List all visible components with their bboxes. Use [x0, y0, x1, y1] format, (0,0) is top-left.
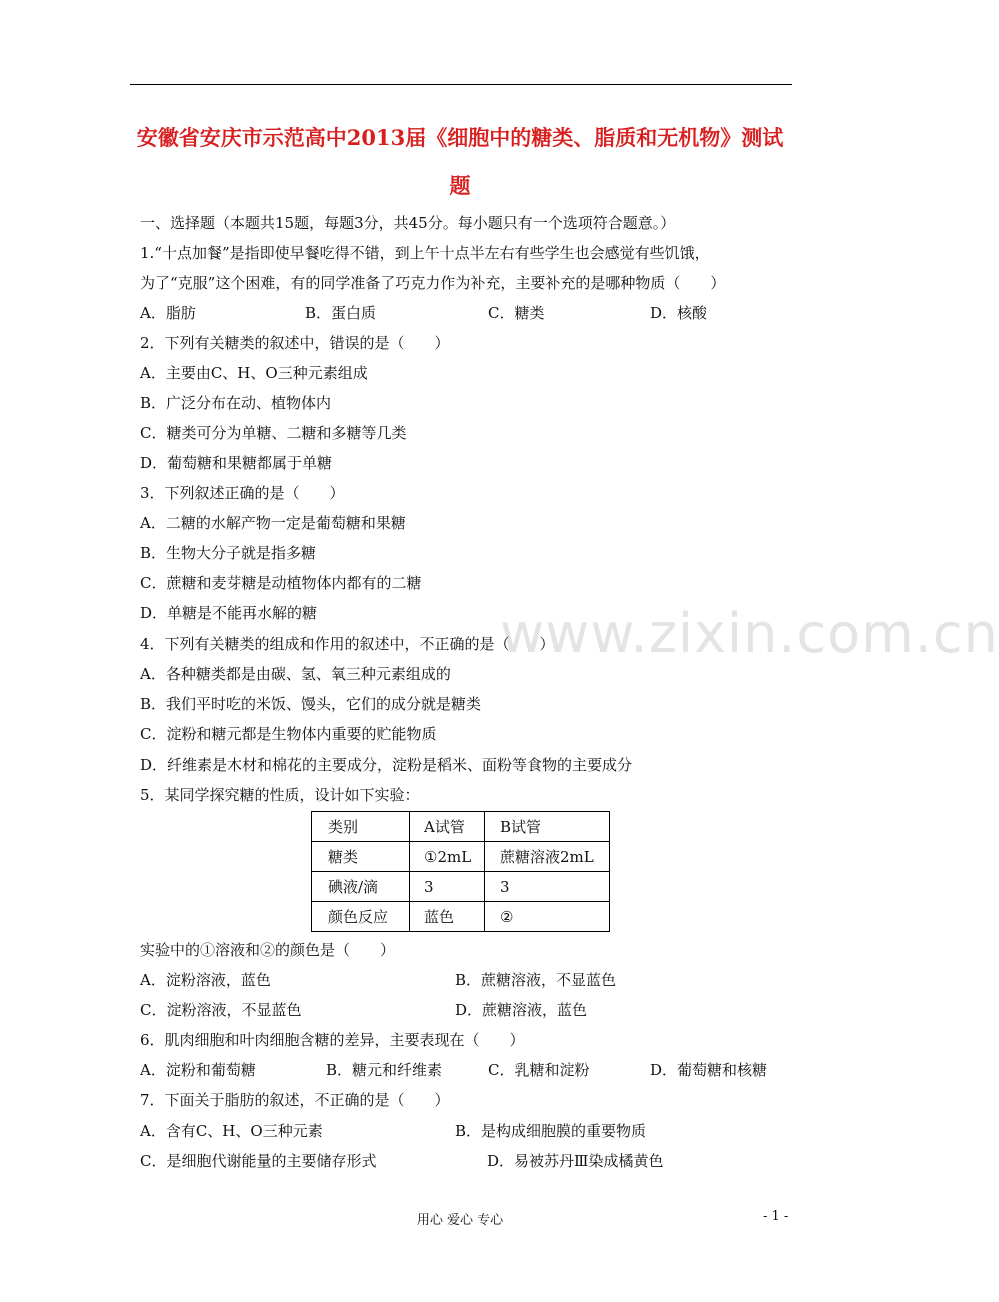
table-cell: 糖类: [312, 842, 410, 872]
q1-stem-line2: 为了“克服”这个困难，有的同学准备了巧克力作为补充，主要补充的是哪种物质（ ）: [140, 274, 726, 292]
q2-option-a: A．主要由C、H、O三种元素组成: [140, 364, 368, 382]
doc-title-line2: 题: [449, 173, 471, 198]
q6-option-a: A．淀粉和葡萄糖: [140, 1061, 256, 1079]
table-cell: 蓝色: [410, 902, 485, 932]
q7-stem: 7．下面关于脂肪的叙述，不正确的是（ ）: [140, 1091, 450, 1109]
header-rule: [130, 84, 792, 85]
table-cell: 3: [485, 872, 610, 902]
q1-stem-line1: 1.“十点加餐”是指即使早餐吃得不错，到上午十点半左右有些学生也会感觉有些饥饿，: [140, 244, 710, 262]
page-number: - 1 -: [763, 1209, 789, 1224]
q5-option-a: A．淀粉溶液，蓝色: [140, 971, 271, 989]
table-cell: 蔗糖溶液2mL: [485, 842, 610, 872]
table-row: [312, 902, 610, 932]
table-cell: 碘液/滴: [312, 872, 410, 902]
q3-option-a: A．二糖的水解产物一定是葡萄糖和果糖: [140, 514, 406, 532]
q7-option-a: A．含有C、H、O三种元素: [140, 1122, 323, 1140]
q1-option-d: D．核酸: [650, 304, 708, 322]
q6-option-c: C．乳糖和淀粉: [488, 1061, 590, 1079]
q2-option-d: D．葡萄糖和果糖都属于单糖: [140, 454, 333, 472]
q5-option-c: C．淀粉溶液，不显蓝色: [140, 1001, 302, 1019]
q7-option-c: C．是细胞代谢能量的主要储存形式: [140, 1152, 377, 1170]
q7-option-b: B．是构成细胞膜的重要物质: [455, 1122, 647, 1140]
doc-title-line1: 安徽省安庆市示范高中2013届《细胞中的糖类、脂质和无机物》测试: [136, 125, 784, 150]
table-cell: 类别: [312, 812, 410, 842]
q3-stem: 3．下列叙述正确的是（ ）: [140, 484, 345, 502]
table-cell: ①2mL: [410, 842, 485, 872]
footer-motto: 用心 爱心 专心: [416, 1213, 504, 1228]
q5-option-d: D．蔗糖溶液，蓝色: [455, 1001, 588, 1019]
q7-option-d: D．易被苏丹Ⅲ染成橘黄色: [487, 1152, 664, 1170]
experiment-table: [311, 811, 610, 932]
q6-stem: 6．肌肉细胞和叶肉细胞含糖的差异，主要表现在（ ）: [140, 1031, 525, 1049]
q1-option-c: C．糖类: [488, 304, 545, 322]
watermark: www.zixin.com.cn: [500, 602, 999, 665]
q3-option-c: C．蔗糖和麦芽糖是动植物体内都有的二糖: [140, 574, 422, 592]
q4-option-c: C．淀粉和糖元都是生物体内重要的贮能物质: [140, 725, 437, 743]
q4-option-b: B．我们平时吃的米饭、馒头，它们的成分就是糖类: [140, 695, 482, 713]
q4-option-d: D．纤维素是木材和棉花的主要成分，淀粉是稻米、面粉等食物的主要成分: [140, 756, 633, 774]
table-cell: A试管: [410, 812, 485, 842]
table-cell: 颜色反应: [312, 902, 410, 932]
q3-option-b: B．生物大分子就是指多糖: [140, 544, 317, 562]
section-heading: 一、选择题（本题共15题，每题3分，共45分。每小题只有一个选项符合题意。）: [140, 214, 676, 232]
q3-option-d: D．单糖是不能再水解的糖: [140, 604, 318, 622]
table-row: [312, 812, 610, 842]
q2-option-b: B．广泛分布在动、植物体内: [140, 394, 332, 412]
q2-option-c: C．糖类可分为单糖、二糖和多糖等几类: [140, 424, 407, 442]
table-row: [312, 842, 610, 872]
q4-option-a: A．各种糖类都是由碳、氢、氧三种元素组成的: [140, 665, 451, 683]
q5-question: 实验中的①溶液和②的颜色是（ ）: [140, 941, 396, 959]
table-cell: ②: [485, 902, 610, 932]
q6-option-b: B．糖元和纤维素: [326, 1061, 443, 1079]
table-cell: B试管: [485, 812, 610, 842]
q2-stem: 2．下列有关糖类的叙述中，错误的是（ ）: [140, 334, 450, 352]
q4-stem: 4．下列有关糖类的组成和作用的叙述中，不正确的是（ ）: [140, 635, 555, 653]
q1-option-b: B．蛋白质: [305, 304, 377, 322]
q1-option-a: A．脂肪: [140, 304, 196, 322]
q5-stem: 5．某同学探究糖的性质，设计如下实验：: [140, 786, 420, 804]
q5-option-b: B．蔗糖溶液，不显蓝色: [455, 971, 617, 989]
table-cell: 3: [410, 872, 485, 902]
table-row: [312, 872, 610, 902]
q6-option-d: D．葡萄糖和核糖: [650, 1061, 768, 1079]
